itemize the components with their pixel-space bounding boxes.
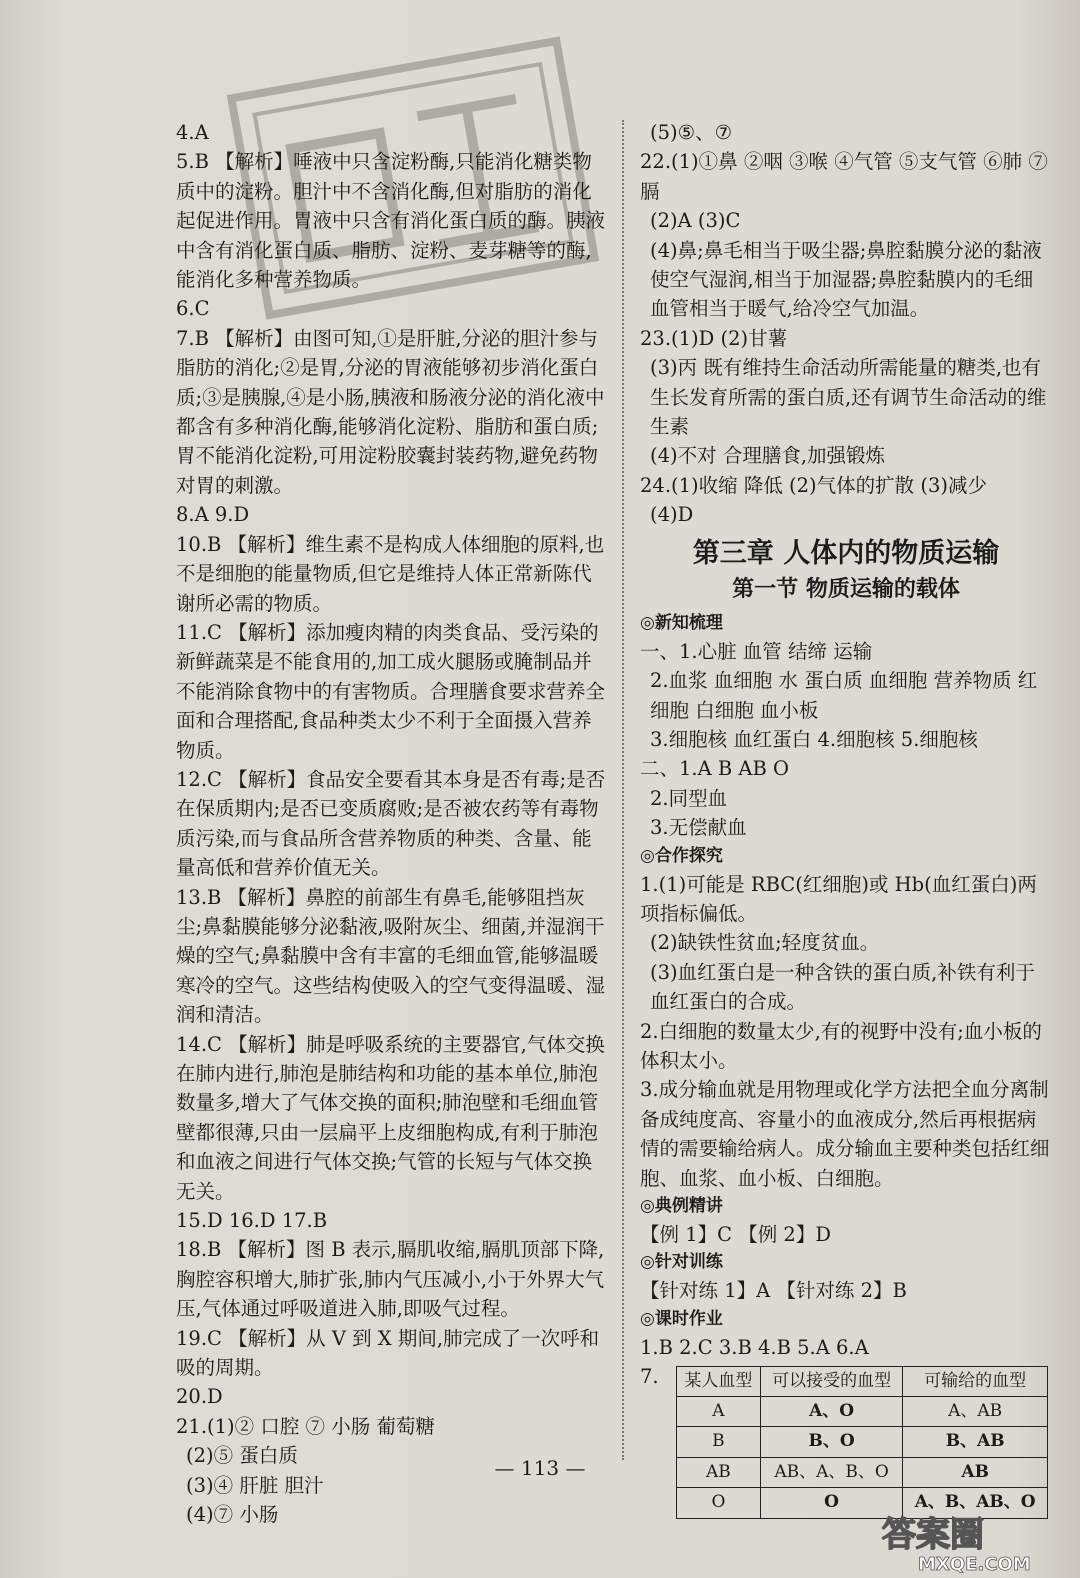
table-cell: B、AB (903, 1427, 1048, 1457)
table-number: 7. (640, 1365, 659, 1389)
table-cell: A (677, 1397, 761, 1427)
table-header-cell: 可以接受的血型 (760, 1366, 902, 1396)
answer-item: (3)血红蛋白是一种含铁的蛋白质,补铁有利于血红蛋白的合成。 (650, 960, 1035, 1014)
page-number: — 113 — (494, 1456, 586, 1480)
table-row (677, 1397, 1048, 1427)
table-cell: B (677, 1427, 761, 1457)
header-training: ◎针对训练 (640, 1252, 723, 1273)
table-cell: A、O (760, 1397, 902, 1427)
header-example: ◎典例精讲 (640, 1196, 723, 1216)
answer-item: 11.C 【解析】添加瘦肉精的肉类食品、受污染的新鲜蔬菜是不能食用的,加工成火腿肠或腌制品并不能消除食物中的有害物质。合理膳食要求营养全面和合理搭配,食品种类太少不利于全面摄入营养物质。 (176, 620, 606, 762)
table-cell: AB、A、B、O (760, 1457, 902, 1487)
answer-item: 4.A (176, 121, 209, 144)
example-answer: 【例 1】C 【例 2】D (640, 1223, 831, 1246)
answer-item: 14.C 【解析】肺是呼吸系统的主要器官,气体交换在肺内进行,肺泡是肺结构和功能的基本单位,肺泡数量多,增大了气体交换的面积;肺泡壁和毛细血管壁都很薄,只由一层扁平上皮细胞构成,有利于肺泡和血液之间进行气体交换;气管的长短与气体交换无关。 (176, 1032, 605, 1203)
table-row (677, 1457, 1048, 1487)
answer-item: (2)缺铁性贫血;轻度贫血。 (650, 931, 880, 955)
answer-item: 一、1.心脏 血管 结缔 运输 (640, 639, 873, 663)
answer-item: 2.血浆 血细胞 水 蛋白质 血细胞 营养物质 红细胞 白细胞 血小板 (650, 669, 1038, 722)
table-cell: AB (677, 1457, 761, 1487)
answer-item: 18.B 【解析】图 B 表示,膈肌收缩,膈肌顶部下降,胸腔容积增大,肺扩张,肺内气压减小,小于外界大气压,气体通过呼吸道进入肺,即吸气过程。 (176, 1238, 605, 1321)
answer-item: 20.D (176, 1385, 223, 1409)
answer-item: 2.白细胞的数量太少,有的视野中没有;血小板的体积太小。 (640, 1019, 1042, 1072)
answer-item: 5.B 【解析】唾液中只含淀粉酶,只能消化糖类物质中的淀粉。胆汁中不含消化酶,但对脂肪的消化起促进作用。胃液中只含有消化蛋白质的酶。胰液中含有消化蛋白质、脂肪、淀粉、麦芽糖等的酶,能消化多种营养物质。 (176, 150, 606, 292)
column-divider (622, 120, 624, 1460)
answer-item: 10.B 【解析】维生素不是构成人体细胞的原料,也不是细胞的能量物质,但它是维持人体正常新陈代谢所必需的物质。 (176, 532, 605, 615)
svg-text:答案圈: 答案圈 (882, 1515, 984, 1555)
right-column (640, 118, 1052, 1519)
homework-answer: 1.B 2.C 3.B 4.B 5.A 6.A (640, 1335, 869, 1359)
svg-text:MXQE.COM: MXQE.COM (918, 1554, 1031, 1574)
answer-item: 6.C (176, 297, 210, 321)
answer-item: (4)D (650, 503, 694, 527)
answer-item: 8.A 9.D (176, 503, 250, 527)
section-title: 第一节 物质运输的载体 (732, 576, 960, 602)
table-cell: O (760, 1488, 902, 1518)
left-column (176, 118, 608, 1530)
blood-type-table (676, 1366, 1048, 1519)
right-top-answers (640, 118, 1052, 530)
answer-item: 24.(1)收缩 降低 (2)气体的扩散 (3)减少 (640, 473, 987, 497)
answer-item: (3)④ 肝脏 胆汁 (186, 1473, 324, 1497)
table-header-cell: 可输给的血型 (903, 1366, 1048, 1396)
header-homework: ◎课时作业 (640, 1308, 723, 1329)
answer-item: 3.细胞核 血红蛋白 4.细胞核 5.细胞核 (650, 727, 978, 751)
answer-item: 23.(1)D (2)甘薯 (640, 326, 788, 350)
table-header-row (677, 1366, 1048, 1396)
answer-item: (2)⑤ 蛋白质 (186, 1444, 298, 1468)
answer-item: 二、1.A B AB O (640, 757, 790, 781)
header-review: ◎新知梳理 (640, 612, 723, 633)
answer-item: 1.(1)可能是 RBC(红细胞)或 Hb(血红蛋白)两项指标偏低。 (640, 872, 1037, 925)
answer-item: (5)⑤、⑦ (650, 121, 733, 144)
answer-item: (3)丙 既有维持生命活动所需能量的糖类,也有生长发育所需的蛋白质,还有调节生命活动的维生素 (650, 356, 1047, 439)
answer-item: 12.C 【解析】食品安全要看其本身是否有毒;是否在保质期内;是否已变质腐败;是否被农药等有毒物质污染,而与食品所含营养物质的种类、含量、能量高低和营养价值无关。 (176, 767, 606, 880)
answer-item: 2.同型血 (650, 786, 728, 810)
answer-item: (2)A (3)C (650, 209, 741, 233)
answer-item: 15.D 16.D 17.B (176, 1209, 328, 1233)
answer-item: (4)不对 合理膳食,加强锻炼 (650, 444, 886, 468)
explore-list (640, 870, 1052, 1193)
answer-item: 19.C 【解析】从 V 到 X 期间,肺完成了一次呼和吸的周期。 (176, 1326, 600, 1380)
watermark-logo (878, 1510, 1068, 1574)
table-cell: B、O (760, 1427, 902, 1457)
review-list (640, 637, 1052, 843)
table-cell: O (677, 1488, 761, 1518)
answer-item: 7.B 【解析】由图可知,①是肝脏,分泌的胆汁参与脂肪的消化;②是胃,分泌的胃液能够初步消化蛋白质;③是胰腺,④是小肠,胰液和肠液分泌的消化液中都含有多种消化酶,能够消化淀粉、脂肪和蛋白质;胃不能消化淀粉,可用淀粉胶囊封装药物,避免药物对胃的刺激。 (176, 326, 605, 497)
header-explore: ◎合作探究 (640, 845, 723, 866)
table-header-cell: 某人血型 (677, 1366, 761, 1396)
answer-item: (4)鼻;鼻毛相当于吸尘器;鼻腔黏膜分泌的黏液使空气湿润,相当于加湿器;鼻腔黏膜内的毛细血管相当于暖气,给冷空气加温。 (650, 238, 1042, 321)
answer-item: 22.(1)①鼻 ②咽 ③喉 ④气管 ⑤支气管 ⑥肺 ⑦膈 (640, 150, 1048, 203)
answer-item: 3.成分输血就是用物理或化学方法把全血分离制备成纯度高、容量小的血液成分,然后再根据病情的需要输给病人。成分输血主要种类包括红细胞、血浆、血小板、白细胞。 (640, 1078, 1050, 1190)
answer-item: 21.(1)② 口腔 ⑦ 小肠 葡萄糖 (176, 1414, 435, 1438)
chapter-title: 第三章 人体内的物质运输 (692, 537, 1000, 569)
answer-item: (4)⑦ 小肠 (186, 1503, 279, 1527)
table-cell: A、AB (903, 1397, 1048, 1427)
table-cell: A、B、AB、O (903, 1488, 1048, 1518)
training-answer: 【针对练 1】A 【针对练 2】B (640, 1279, 907, 1303)
answer-item: 3.无偿献血 (650, 816, 747, 840)
table-cell: AB (903, 1457, 1048, 1487)
table-row (677, 1427, 1048, 1457)
answer-item: 13.B 【解析】鼻腔的前部生有鼻毛,能够阻挡灰尘;鼻黏膜能够分泌黏液,吸附灰尘、细菌,并湿润干燥的空气;鼻黏膜中含有丰富的毛细血管,能够温暖寒冷的空气。这些结构使吸入的空气变得温暖、湿润和清洁。 (176, 885, 606, 1027)
